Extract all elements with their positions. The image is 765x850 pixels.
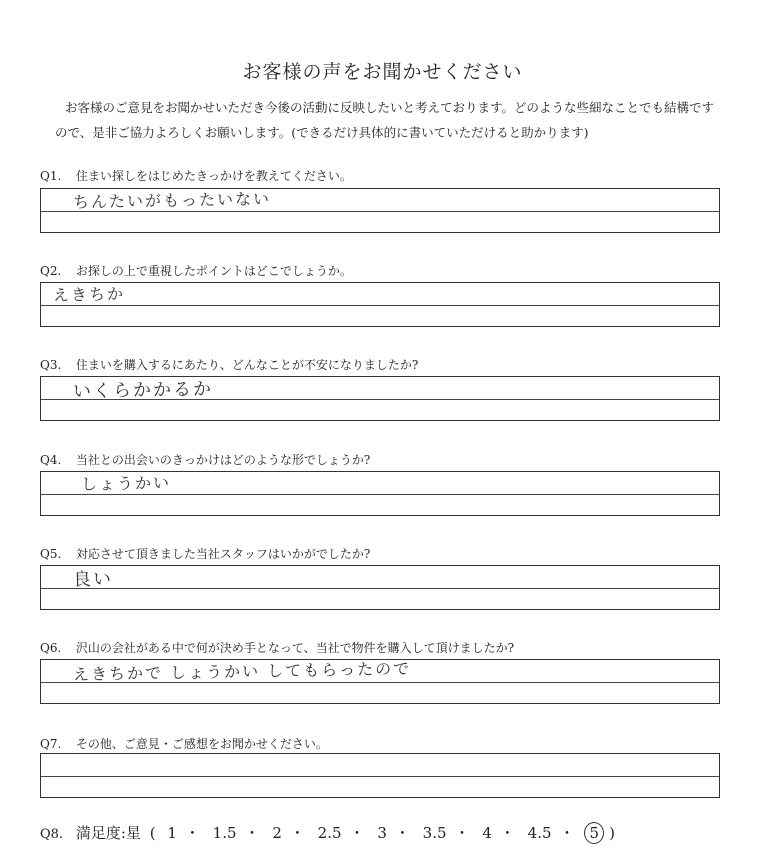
rating-label: 満足度:星 [75,824,141,842]
intro-text: お客様のご意見をお聞かせいただき今後の活動に反映したいと考えております。どのような些細なことでも結構ですので、是非ご協力よろしくお願いします。(できるだけ具体的に書いていただけると助かります) [55,100,715,140]
question-number: Q2. [40,264,62,278]
answer-box[interactable] [40,565,720,610]
answer-divider [41,305,719,306]
rating-option-selected[interactable]: 5 [584,822,604,844]
question-label [40,545,370,562]
question-text: 当社との出会いのきっかけはどのような形でしょうか? [75,453,371,467]
rating-option[interactable]: 2.5 [317,824,342,842]
answer-text: えきちかで しょうかい してもらったので [72,659,412,684]
answer-box[interactable] [40,188,720,233]
question-number: Q5. [40,547,62,561]
question-text: 対応させて頂きました当社スタッフはいかがでしたか? [75,547,371,561]
question-label [40,356,418,373]
answer-text: いくらかかるか [72,378,214,403]
rating-option[interactable]: 2 [272,824,282,842]
answer-box[interactable] [40,471,720,516]
answer-box[interactable] [40,753,720,798]
question-label [40,262,352,279]
question-label [40,451,370,468]
answer-divider [41,776,719,777]
answer-divider [41,588,719,589]
question-text: その他、ご意見・ご感想をお聞かせください。 [75,737,328,751]
answer-divider [41,494,719,495]
satisfaction-rating: Q8. 満足度:星 ( 1 ・ 1.5 ・ 2 ・ 2.5 ・ 3 ・ 3.5 ・ 4 ・ 4.5 ・ 5 ) [40,824,615,842]
answer-text: しょうかい [80,473,172,494]
rating-close-paren: ) [609,824,615,842]
rating-open-paren: ( [149,824,156,842]
question-text: 住まいを購入するにあたり、どんなことが不安になりましたか? [75,358,419,372]
question-number: Q7. [40,737,62,751]
answer-text: えきちか [52,284,126,305]
answer-text: 良い [72,568,114,591]
rating-number: Q8. [40,827,64,842]
rating-option[interactable]: 4.5 [527,824,552,842]
question-number: Q4. [40,453,62,467]
answer-text: ちんたいがもったいない [72,189,272,212]
rating-option[interactable]: 1 [167,824,177,842]
rating-option[interactable]: 3 [377,824,387,842]
question-text: お探しの上で重視したポイントはどこでしょうか。 [75,264,352,278]
question-text: 住まい探しをはじめたきっかけを教えてください。 [75,169,352,183]
question-text: 沢山の会社がある中で何が決め手となって、当社で物件を購入して頂けましたか? [75,641,515,655]
answer-box[interactable] [40,376,720,421]
question-number: Q6. [40,641,62,655]
question-label [40,167,352,184]
rating-option[interactable]: 3.5 [422,824,447,842]
question-label [40,639,514,656]
answer-box[interactable] [40,659,720,704]
rating-option[interactable]: 1.5 [212,824,237,842]
question-number: Q1. [40,169,62,183]
rating-option[interactable]: 4 [482,824,492,842]
answer-box[interactable] [40,282,720,327]
page-title: お客様の声をお聞かせください [242,61,523,83]
question-number: Q3. [40,358,62,372]
question-label [40,735,328,752]
